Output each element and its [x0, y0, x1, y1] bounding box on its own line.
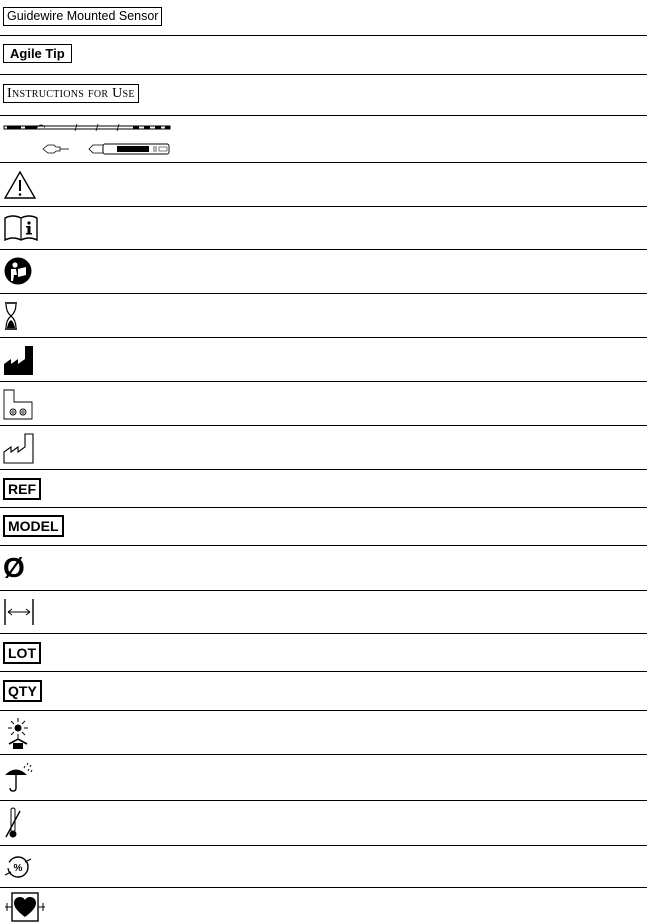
row-diameter [0, 545, 647, 590]
row-distributor [0, 381, 647, 425]
svg-text:%: % [13, 863, 23, 874]
diameter-symbol: Ø [3, 552, 25, 583]
row-sunlight [0, 710, 647, 754]
keep-away-from-sunlight-icon [3, 716, 33, 750]
row-warning [0, 162, 647, 206]
row-length [0, 590, 647, 633]
date-of-manufacture-icon [3, 432, 35, 464]
row-use-by [0, 293, 647, 337]
warning-triangle-icon [3, 170, 37, 200]
row-instructions [0, 74, 647, 115]
lot-label: LOT [3, 642, 41, 664]
row-ref [0, 469, 647, 507]
row-date-of-manufacture [0, 425, 647, 469]
row-defibrillation-proof [0, 887, 647, 922]
row-manufacturer [0, 337, 647, 381]
row-follow-instructions [0, 249, 647, 293]
use-by-hourglass-icon [3, 301, 19, 331]
ref-label: REF [3, 478, 41, 500]
row-lot [0, 633, 647, 671]
row-humidity [0, 845, 647, 887]
manufacturer-icon [3, 344, 35, 376]
product-name-label: Guidewire Mounted Sensor [3, 7, 162, 26]
row-guidewire-diagram [0, 115, 647, 162]
row-keep-dry [0, 754, 647, 800]
length-icon [3, 597, 35, 627]
follow-instructions-icon [3, 256, 33, 286]
consult-instructions-icon [3, 214, 39, 242]
qty-label: QTY [3, 680, 42, 702]
model-label: MODEL [3, 515, 64, 537]
humidity-limit-icon [3, 851, 33, 883]
temperature-limit-icon [3, 807, 23, 839]
guidewire-diagram-icon [3, 120, 171, 156]
row-consult-ifu [0, 206, 647, 249]
agile-tip-label: Agile Tip [3, 44, 72, 63]
row-model [0, 507, 647, 545]
row-agile-tip [0, 35, 647, 74]
keep-dry-icon [3, 761, 35, 793]
defibrillation-proof-icon [3, 890, 47, 922]
row-temperature [0, 800, 647, 845]
row-product-name [0, 0, 647, 35]
row-qty [0, 671, 647, 710]
distributor-icon [3, 388, 33, 420]
instructions-label: Instructions for Use [3, 84, 139, 103]
